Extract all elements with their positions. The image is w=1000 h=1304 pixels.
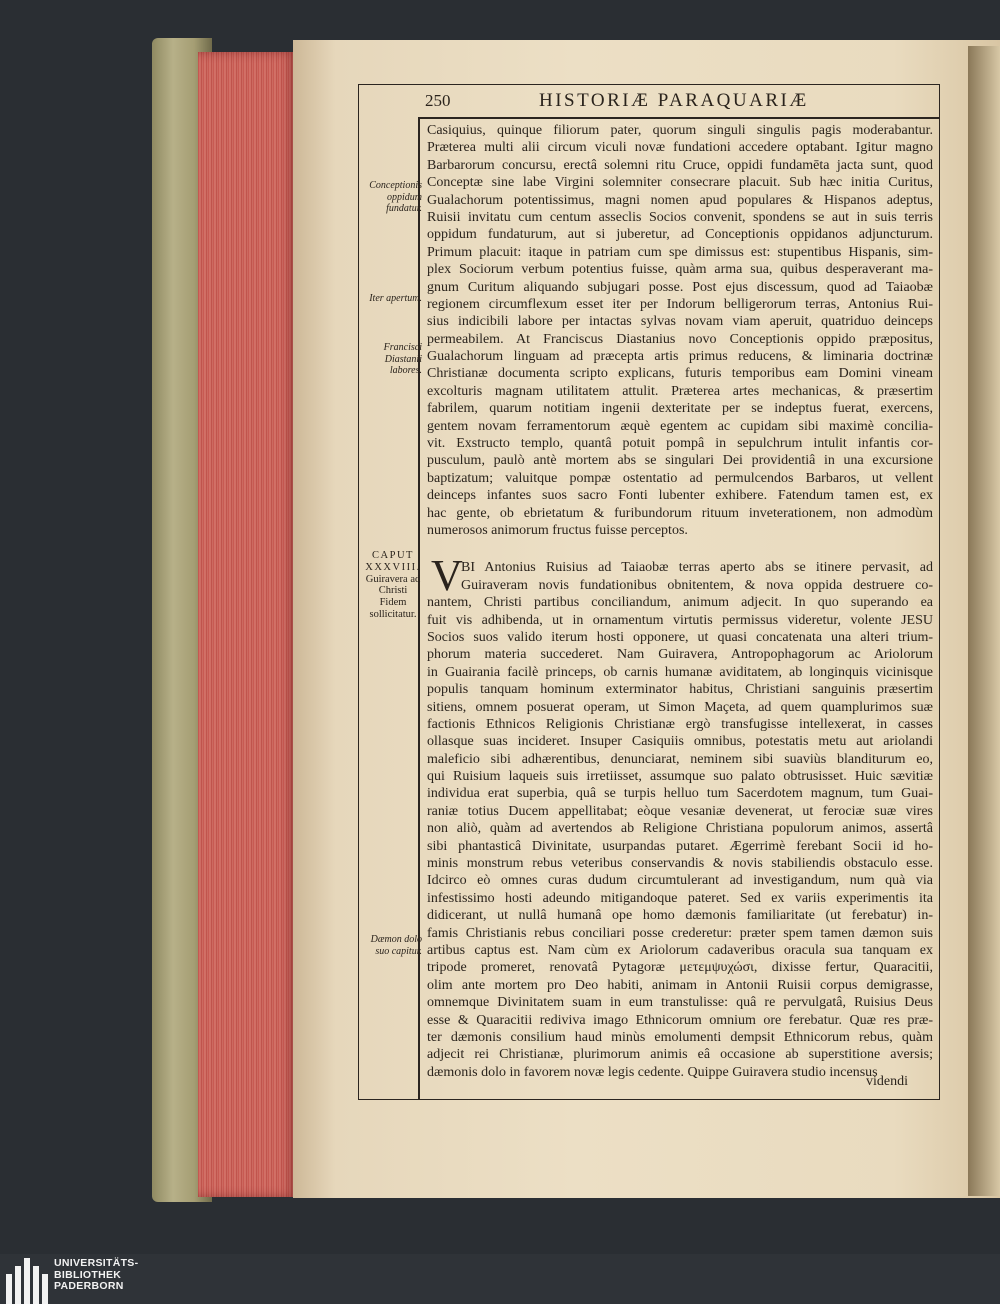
text-line: famis Christianis rebus conciliari posse crederetur: præter spem tamen dæmon suis	[427, 925, 933, 941]
library-logo-text	[54, 1258, 138, 1293]
text-line: sitiens, omnem posuerat operam, ut Simon Maçeta, ad quem quamplurimos suæ	[427, 699, 933, 715]
text-line: adjecit rei Christianæ, plurimorum animis eâ occasione ab superstitione aversis;	[427, 1047, 933, 1063]
text-line: sibi phantasticâ Divinitate, usurpandas putaret. Ægerrimè ferebant Socii id ho-	[427, 838, 933, 854]
text-line: Casiquius, quinque filiorum pater, quorum singuli singulis pagis moderabantur.	[427, 123, 933, 138]
text-line: excolturis magnam utilitatem attulit. Præterea artes mechanicas, & præsertim	[427, 383, 933, 399]
header-rule	[419, 117, 939, 119]
caput-summary: Guiravera ad Christi Fidem sollicitatur.	[365, 573, 421, 620]
text-line: regionem circumflexum esset iter per Indorum belligerorum terras, Antonius Rui-	[427, 296, 933, 312]
text-line: Socios suos valido iterum hosti opponere, ut quasi concatenata una alteri trium-	[427, 629, 933, 645]
paragraph-1	[427, 122, 933, 539]
margin-note-iter: Iter apertum.	[369, 293, 422, 304]
text-line: pusculum, paulò antè mortem abs se singulari Dei providentiâ in una excursione	[427, 453, 933, 469]
text-line: ter dæmonis consilium haud minùs emolumenti dempsit Ethnicorum rebus, quàm	[427, 1029, 933, 1045]
text-line: sius indicibili labore per intactas sylvas novam viam aperuit, quatriduo deinceps	[427, 314, 933, 330]
margin-note-daemon: Dæmon dolo suo capitur.	[370, 934, 422, 957]
text-line: Præterea multi alii circum viculi novæ fundationi accedere optabant. Igitur magno	[427, 140, 933, 156]
text-line: non aliò, quàm ad avertendos ab Religione Christiana populorum animos, assertâ	[427, 821, 933, 837]
paragraph-gap	[427, 539, 933, 559]
drop-cap: V	[431, 551, 463, 600]
text-line: plex Sociorum verbum potentius fuisse, quàm arma sua, quibus desperaverant ma-	[427, 262, 933, 278]
footer-bar	[0, 1254, 1000, 1304]
logo-line-1: UNIVERSITÄTS-	[54, 1257, 139, 1269]
text-line: in Guairania facilè princeps, ob carnis humanæ aviditatem, ab longinquis vicinisque	[427, 664, 933, 680]
text-line: maleficio sibi adhærentibus, denunciarat, neminem sibi suaviùs blanditurum eo,	[427, 751, 933, 767]
text-line: Conceptæ sine labe Virgini solemniter consecrare placuit. Sub hæc initia Curitus,	[427, 175, 933, 191]
library-logo-icon	[6, 1258, 50, 1304]
text-line: deinceps infantes suos sacro Fonti lubenter exhibere. Fatendum tamen est, ex	[427, 488, 933, 504]
text-line: phorum materia succederet. Nam Guiravera, Antropophagorum ac Ariolorum	[427, 647, 933, 663]
text-line: didicerant, ut nullâ humanâ ope homo dæmonis familiaritate (ut ferebatur) in-	[427, 908, 933, 924]
text-line: vit. Exstructo templo, quantâ potuit pompâ in sepulchrum intulit infantis cor-	[427, 436, 933, 452]
text-line: olim ante mortem pro Deo habiti, animam in Antonii Ruisii corpus demigrasse,	[427, 977, 933, 993]
text-line: fuit vis adhibenda, ut in ornamentum virtutis permissus videretur, volente JESU	[427, 612, 933, 628]
text-line: tripode promeret, renovatâ Pytagoræ μετεμψυχώσι, dixisse fertur, Quaracitii,	[427, 960, 933, 976]
text-line: qui Ruisium laqueis suis irretiisset, assumque suo palato obtrusisset. Huic sævitiæ	[427, 769, 933, 785]
text-line: artibus captus est. Nam cùm ex Ariolorum cadaveribus oracula sua tanquam ex	[427, 942, 933, 958]
text-line: fabrilem, quarum notitiam ingenii dexteritate per se indeptus fuerat, exercens,	[427, 401, 933, 417]
text-line: Gualachorum linguam ad præcepta artis primus reducens, & liminaria doctrinæ	[427, 349, 933, 365]
margin-note-conceptionis: Conceptionis oppidum fundatur.	[369, 180, 422, 214]
logo-line-2: BIBLIOTHEK	[54, 1268, 122, 1281]
text-line: individua erat superbia, quâ se turpis helluo tum Sacerdotem magnum, tum Guai-	[427, 786, 933, 802]
text-line: hac gente, ob ebrietatum & furibundorum rituum inveterationem, non admodùm	[427, 505, 933, 521]
facing-page-edge	[968, 46, 1000, 1196]
text-line: gentem novam ferramentorum æquè egentem ac cupidam sibi maximè concilia-	[427, 418, 933, 434]
caput-title: CAPUT XXXVIII.	[365, 550, 421, 573]
text-line: minis monstrum rebus veteribus conservandis & novis stabiliendis obstaculo esse.	[427, 856, 933, 872]
page-number: 250	[425, 91, 451, 110]
text-line: Idcirco eò omnes curas dudum circumtulerant ad investigandum, num quà via	[427, 873, 933, 889]
text-line: Barbarorum concursu, erectâ solemni ritu Cruce, oppidi fundamēta jacta sunt, quod	[427, 157, 933, 173]
catchword: videndi	[866, 1074, 908, 1089]
text-line: Ruisii invitatu cum centum asseclis Socios convenit, spondens se aut in suis terris	[427, 209, 933, 225]
text-line: Guiraveram novis fundationibus obnitentem, & nova oppida destruere co-	[461, 577, 933, 593]
running-head: HISTORIÆ PARAQUARIÆ	[539, 90, 809, 111]
text-line: raniæ totius Ducem appellitabat; eòque vesaniæ devenerat, ut ferociæ suæ vires	[427, 803, 933, 819]
text-line: oppidum fundaturum, aut si juberetur, ad Conceptionis oppidanos adjuncturum.	[427, 227, 933, 243]
text-line: omnemque Divinitatem suam in eum transtulisse: quâ re pervulgatâ, Ruisius Deus	[427, 995, 933, 1011]
text-line: factionis Ethnicos Religionis Christianæ ergò transfugisse intellexerat, in casses	[427, 716, 933, 732]
text-line: Primum placuit: itaque in patriam cum spe dimissus est: stupentibus Hispanis, sim-	[427, 244, 933, 260]
text-line: permeabilem. At Franciscus Diastanius novo Conceptionis oppido præpositus,	[427, 331, 933, 347]
paragraph-2	[427, 559, 933, 1081]
text-line: nantem, Christi partibus conciliandum, animum adjecit. In quo superando ea	[427, 595, 933, 611]
text-line: ollasque suas incideret. Insuper Casiquiis omnibus, potestatis metu aut ariolandi	[427, 734, 933, 750]
main-text	[427, 122, 933, 1081]
text-line: dæmonis dolo in favorem novæ legis cedente. Quippe Guiravera studio incensus	[427, 1064, 878, 1080]
logo-line-3: PADERBORN	[54, 1280, 124, 1292]
text-line: infestissimo hosti adeundo mitigandoque pateret. Sed ex variis experimentis ita	[427, 890, 933, 906]
text-line: Gualachorum potentissimus, magni nomen apud populares & Hispanos adeptus,	[427, 192, 933, 208]
text-line: Christianæ documenta scripto explicans, futuris temporibus eam Domini vineam	[427, 366, 933, 382]
text-line: numerosos animorum fructus fuisse perceptos.	[427, 522, 688, 538]
text-line: populis tanquam hominum exterminator habitus, Christiani sanguinis præsertim	[427, 682, 933, 698]
text-line: BI Antonius Ruisius ad Taiaobæ terras aperto abs se itinere pervasit, ad	[461, 560, 933, 576]
text-line: esse & Quaracitii rediviva imago Ethnicorum omnium ore ferebatur. Quæ res præ-	[427, 1012, 933, 1028]
text-line: baptizatum; valuitque pompæ ostentatio ad permulcendos Barbaros, ut vellent	[427, 470, 933, 486]
text-line: gnum Curitum aliquando subjugari posse. Post ejus discessum, quod ad Taiaobæ	[427, 279, 933, 295]
page-edges	[198, 52, 298, 1197]
margin-note-francisci: Francisci Diastanii labores.	[383, 342, 422, 376]
caput-heading	[364, 550, 422, 621]
